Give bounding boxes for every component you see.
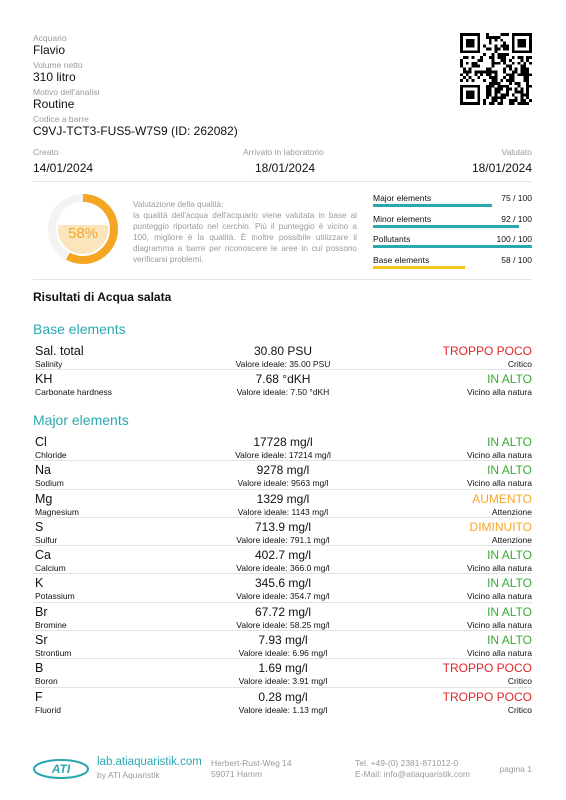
created-date (33, 147, 93, 175)
created-value: 14/01/2024 (33, 161, 94, 175)
table-row (33, 603, 532, 631)
table-row (33, 659, 532, 687)
aquarium-label: Acquario (33, 33, 67, 43)
score-bar (373, 266, 465, 269)
score-bar (373, 204, 492, 207)
status-badge: TROPPO POCO (442, 689, 532, 704)
score-bar (373, 225, 519, 228)
element-symbol: K (35, 576, 44, 591)
svg-text:ATI: ATI (51, 762, 71, 776)
ideal-value: Valore ideale: 366.0 mg/l (236, 563, 330, 574)
measured-value: 345.6 mg/l (254, 576, 312, 591)
score-value: 100 / 100 (496, 234, 532, 244)
reason-value: Routine (33, 97, 75, 111)
status-description: Vicino alla natura (466, 563, 532, 574)
ideal-value: Valore ideale: 354.7 mg/l (236, 591, 330, 602)
element-name: Magnesium (35, 506, 79, 517)
score-track (373, 204, 532, 207)
measured-value: 7.68 °dKH (255, 372, 311, 387)
element-symbol: Mg (35, 491, 53, 506)
quality-heading: Valutazione della qualità: (133, 200, 224, 209)
status-description: Critico (507, 676, 532, 687)
site-link[interactable]: lab.atiaquaristik.com (97, 756, 202, 768)
volume-value: 310 litro (33, 70, 76, 84)
status-badge: DIMINUITO (469, 519, 532, 534)
table-row (33, 461, 532, 489)
quality-description (133, 199, 357, 265)
score-row (373, 253, 532, 274)
element-symbol: Cl (35, 435, 47, 449)
quality-score: 58% (67, 225, 99, 242)
status-badge: IN ALTO (487, 548, 532, 563)
element-name: Chloride (35, 450, 67, 460)
element-name: Potassium (35, 591, 75, 602)
evaluated-value: 18/01/2024 (471, 161, 532, 175)
element-name: Calcium (35, 563, 66, 574)
score-row (373, 212, 532, 233)
ideal-value: Valore ideale: 35.00 PSU (235, 359, 331, 369)
element-name: Boron (35, 676, 58, 687)
element-symbol: F (35, 689, 43, 704)
section-title: Base elements (33, 321, 126, 337)
contact (355, 758, 470, 780)
element-name: Bromine (35, 619, 67, 630)
status-badge: IN ALTO (487, 463, 532, 478)
page-number: pagina 1 (499, 764, 532, 774)
ideal-value: Valore ideale: 17214 mg/l (235, 450, 331, 460)
address-line: Herbert-Rust-Weg 14 (211, 758, 292, 768)
arrived-date (243, 147, 324, 175)
quality-text: la qualità dell'acqua dell'acquario viene valutata in base al punteggio riportato nel cerchio. Più il punteggio è vicino a 100, migliore è la qualità. È inoltre possibile utilizzare il diagramma a barre per riconoscere le aree in cui possono verificarsi problemi. (133, 211, 357, 264)
measured-value: 713.9 mg/l (254, 519, 312, 534)
status-description: Attenzione (491, 534, 532, 545)
arrived-value: 18/01/2024 (255, 161, 316, 175)
ideal-value: Valore ideale: 6.96 mg/l (238, 648, 328, 659)
element-symbol: S (35, 519, 44, 534)
barcode-value: C9VJ-TCT3-FUS5-W7S9 (ID: 262082) (33, 124, 238, 138)
status-badge: IN ALTO (487, 435, 532, 449)
ideal-value: Valore ideale: 1.13 mg/l (238, 704, 328, 715)
measured-value: 7.93 mg/l (258, 633, 308, 648)
ideal-value: Valore ideale: 1143 mg/l (237, 506, 329, 517)
status-badge: IN ALTO (487, 372, 532, 387)
status-badge: TROPPO POCO (442, 344, 532, 358)
dates-row (33, 147, 532, 175)
score-name: Major elements (373, 193, 432, 203)
analysis-info (33, 33, 333, 141)
table-row (33, 370, 532, 397)
table-row (33, 490, 532, 518)
measured-value: 0.28 mg/l (258, 689, 308, 704)
element-symbol: Ca (35, 548, 51, 563)
status-description: Critico (507, 359, 532, 369)
score-row (373, 232, 532, 253)
status-badge: AUMENTO (472, 491, 532, 506)
status-badge: TROPPO POCO (442, 661, 532, 676)
element-symbol: B (35, 661, 44, 676)
email-link[interactable]: E-Mail: info@atiaquaristik.com (355, 769, 470, 779)
status-description: Critico (507, 704, 532, 715)
element-symbol: Sal. total (35, 344, 84, 358)
score-row (373, 191, 532, 212)
created-label: Creato (33, 147, 59, 157)
status-description: Attenzione (491, 506, 532, 517)
element-symbol: KH (35, 372, 53, 387)
ideal-value: Valore ideale: 7.50 °dKH (236, 387, 330, 398)
element-name: Sodium (35, 478, 64, 489)
ideal-value: Valore ideale: 3.91 mg/l (238, 676, 328, 687)
score-name: Base elements (373, 254, 430, 265)
results-title: Risultati di Acqua salata (33, 290, 172, 304)
status-description: Vicino alla natura (466, 387, 532, 398)
score-name: Minor elements (373, 213, 432, 224)
ati-logo (33, 756, 89, 780)
ideal-value: Valore ideale: 791.1 mg/l (236, 534, 330, 545)
evaluated-label: Valutato (501, 147, 532, 157)
table-row (33, 574, 532, 602)
volume-label: Volume netto (33, 60, 83, 70)
score-name: Pollutants (373, 234, 411, 244)
results-table (33, 342, 532, 398)
element-name: Salinity (35, 359, 63, 369)
quality-gauge (47, 193, 119, 265)
status-badge: IN ALTO (487, 576, 532, 591)
score-bar (373, 245, 532, 248)
table-row (33, 688, 532, 715)
element-name: Carbonate hardness (35, 387, 113, 398)
table-row (33, 631, 532, 659)
major-elements-section (33, 411, 532, 715)
table-row (33, 433, 532, 461)
phone: Tel. +49-(0) 2381-871012-0 (355, 758, 459, 768)
measured-value: 30.80 PSU (253, 344, 313, 358)
table-row (33, 342, 532, 370)
measured-value: 17728 mg/l (253, 435, 313, 449)
score-track (373, 225, 532, 228)
score-track (373, 245, 532, 248)
category-scores (373, 191, 532, 273)
footer (33, 756, 532, 786)
section-title: Major elements (33, 412, 129, 428)
reason-label: Motivo dell'analisi (33, 87, 100, 97)
qr-code (460, 33, 532, 105)
measured-value: 402.7 mg/l (254, 548, 312, 563)
status-badge: IN ALTO (487, 633, 532, 648)
ideal-value: Valore ideale: 9563 mg/l (237, 478, 329, 489)
score-value: 75 / 100 (501, 193, 532, 203)
evaluated-date (472, 147, 532, 175)
results-table (33, 433, 532, 715)
measured-value: 1.69 mg/l (258, 661, 308, 676)
element-symbol: Na (35, 463, 51, 478)
divider (33, 279, 532, 280)
score-value: 58 / 100 (501, 254, 532, 265)
status-description: Vicino alla natura (466, 591, 532, 602)
measured-value: 9278 mg/l (256, 463, 310, 478)
element-name: Strontium (35, 648, 72, 659)
score-value: 92 / 100 (501, 213, 532, 224)
aquarium-value: Flavio (33, 43, 66, 57)
measured-value: 67.72 mg/l (254, 604, 312, 619)
ideal-value: Valore ideale: 58.25 mg/l (236, 619, 330, 630)
base-elements-section (33, 320, 532, 398)
status-badge: IN ALTO (487, 604, 532, 619)
divider (33, 181, 532, 182)
element-symbol: Sr (35, 633, 48, 648)
score-track (373, 266, 532, 269)
status-description: Vicino alla natura (466, 619, 532, 630)
barcode-label: Codice a barre (33, 114, 89, 124)
status-description: Vicino alla natura (466, 478, 532, 489)
address-line: 59071 Hamm (211, 769, 263, 779)
company-name: by ATI Aquaristik (97, 770, 160, 780)
status-description: Vicino alla natura (466, 450, 532, 460)
element-name: Fluorid (35, 704, 61, 715)
table-row (33, 546, 532, 574)
table-row (33, 518, 532, 546)
element-name: Sulfur (35, 534, 58, 545)
status-description: Vicino alla natura (466, 648, 532, 659)
address (211, 758, 292, 780)
arrived-label: Arrivato in laboratorio (243, 147, 324, 157)
element-symbol: Br (35, 604, 48, 619)
measured-value: 1329 mg/l (256, 491, 310, 506)
